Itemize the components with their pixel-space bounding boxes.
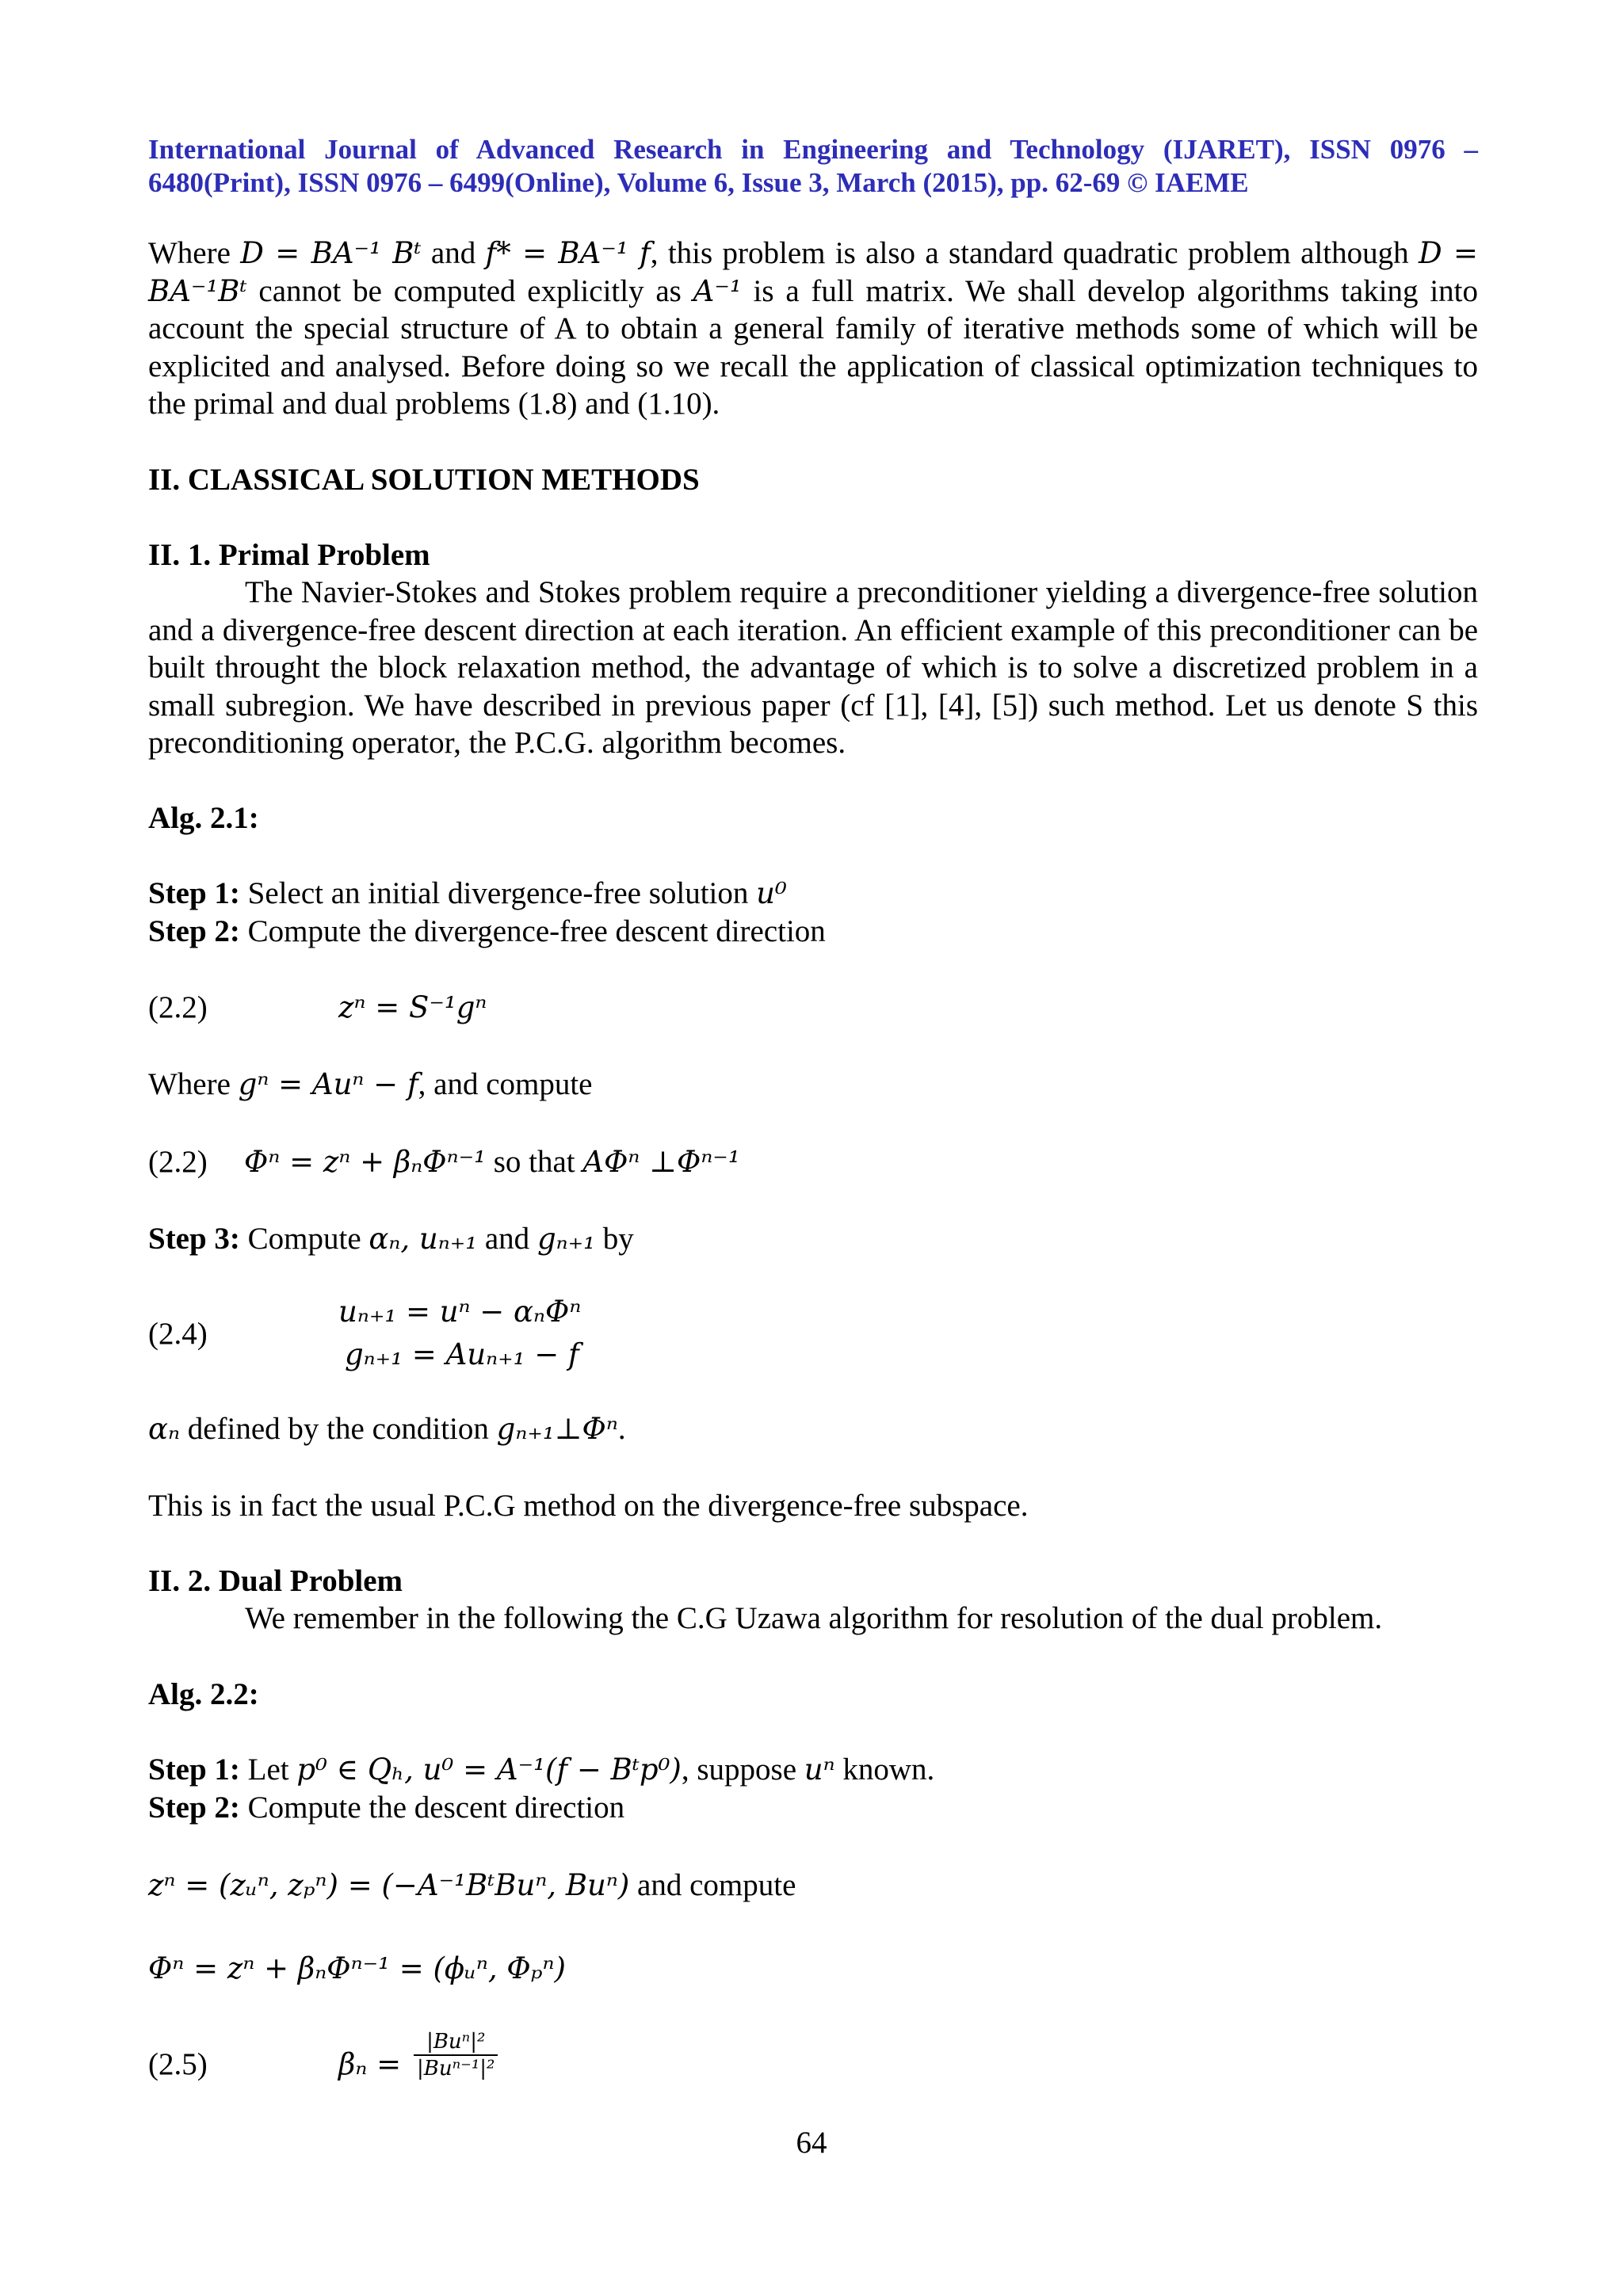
- primal-paragraph: The Navier-Stokes and Stokes problem require a preconditioner yielding a divergence-free solution and a divergence-free descent direction at each iteration. An efficient example of this preconditioner can be built throught the block relaxation method, the advantage of which is to solve a discretized problem in a small subregion. We have described in previous paper (cf [1], [4], [5]) such method. Let us denote S this preconditioning operator, the P.C.G. algorithm becomes.: [148, 575, 1478, 760]
- intro-paragraph: Where D = BA⁻¹ Bᵗ and f* = BA⁻¹ f, this problem is also a standard quadratic problem although D = BA⁻¹Bᵗ cannot be computed explicitly as A⁻¹ is a full matrix. We shall develop algorithms taking into account the special structure of A to obtain a general family of iterative methods some of which will be explicited and analysed. Before doing so we recall the application of classical optimization techniques to the primal and dual problems (1.8) and (1.10).: [148, 236, 1478, 421]
- equation-2-5-lhs: βₙ =: [338, 2047, 402, 2081]
- journal-header: International Journal of Advanced Research in Engineering and Technology (IJARET), ISSN 0976 – 6480(Print), ISSN 0976 – 6499(Online), Volume 6, Issue 3, March (2015), pp. 62-69 © IAEME: [148, 134, 1478, 198]
- equation-number: (2.5): [148, 2047, 208, 2081]
- equation-number: (2.2): [148, 1145, 208, 1179]
- alg-2-2-step-2: Step 2: Compute the descent direction: [148, 1791, 625, 1825]
- equation-2-4-line-2: gₙ₊₁ = Auₙ₊₁ − f: [345, 1337, 579, 1371]
- fraction-numerator: |Buⁿ|²: [414, 2029, 498, 2056]
- alg-2-1-step-1: Step 1: Select an initial divergence-free solution u⁰: [148, 876, 787, 910]
- subsection-primal-heading: II. 1. Primal Problem: [148, 538, 430, 572]
- equation-2-2-b: Φⁿ = zⁿ + βₙΦⁿ⁻¹ so that AΦⁿ ⊥Φⁿ⁻¹: [244, 1145, 740, 1179]
- equation-number: (2.2): [148, 990, 208, 1024]
- alg-2-1-label: Alg. 2.1:: [148, 801, 259, 835]
- subsection-dual-heading: II. 2. Dual Problem: [148, 1564, 403, 1598]
- where-g-line: Where gⁿ = Auⁿ − f, and compute: [148, 1067, 593, 1101]
- alpha-condition-line: αₙ defined by the condition gₙ₊₁⊥Φⁿ.: [148, 1412, 626, 1446]
- pcg-closing-sentence: This is in fact the usual P.C.G method on the divergence-free subspace.: [148, 1489, 1029, 1523]
- dual-paragraph: We remember in the following the C.G Uzawa algorithm for resolution of the dual problem.: [245, 1601, 1383, 1635]
- alg-2-1-step-2: Step 2: Compute the divergence-free descent direction: [148, 914, 826, 948]
- equation-2-2-a: zⁿ = S⁻¹gⁿ: [338, 990, 487, 1024]
- zn-definition-line: zⁿ = (zᵤⁿ, zₚⁿ) = (−A⁻¹BᵗBuⁿ, Buⁿ) and compute: [148, 1868, 796, 1902]
- phi-definition-line: Φⁿ = zⁿ + βₙΦⁿ⁻¹ = (ϕᵤⁿ, Φₚⁿ): [148, 1951, 566, 1985]
- math-f-star-definition: f* = BA⁻¹ f: [485, 236, 651, 270]
- math-d-definition-2: D = BA⁻¹Bᵗ: [148, 236, 1478, 308]
- alg-2-2-label: Alg. 2.2:: [148, 1677, 259, 1711]
- equation-number: (2.4): [148, 1317, 208, 1351]
- section-heading: II. CLASSICAL SOLUTION METHODS: [148, 463, 700, 497]
- fraction-denominator: |Buⁿ⁻¹|²: [417, 2057, 495, 2081]
- math-d-definition: D = BA⁻¹ Bᵗ: [240, 236, 422, 270]
- alg-2-1-step-3: Step 3: Compute αₙ, uₙ₊₁ and gₙ₊₁ by: [148, 1222, 634, 1256]
- alg-2-2-step-1: Step 1: Let p⁰ ∈ Qₕ, u⁰ = A⁻¹(f − Bᵗp⁰), suppose uⁿ known.: [148, 1753, 935, 1787]
- page-number: 64: [796, 2126, 827, 2160]
- math-a-inverse: A⁻¹: [693, 273, 742, 308]
- equation-2-4-line-1: uₙ₊₁ = uⁿ − αₙΦⁿ: [338, 1295, 582, 1329]
- equation-2-5-fraction: [414, 2029, 498, 2081]
